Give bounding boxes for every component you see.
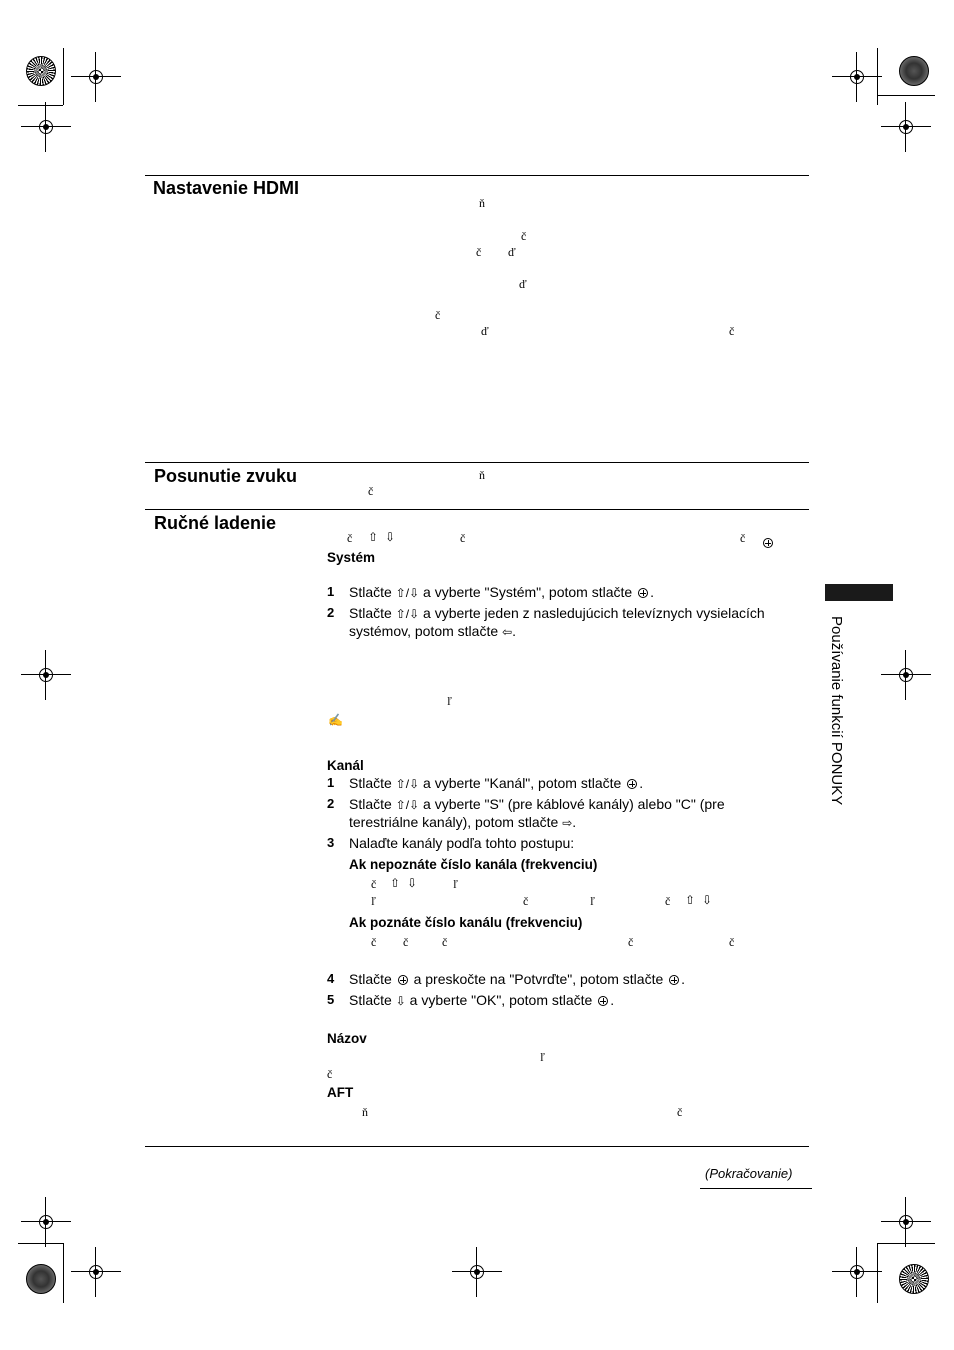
channel-step-number: 2	[327, 796, 335, 811]
system-step-2-line2: systémov, potom stlačte ⇦.	[349, 623, 516, 639]
crop-mark	[63, 1243, 64, 1303]
crop-mark	[18, 1243, 63, 1244]
continued-label: (Pokračovanie)	[705, 1166, 793, 1181]
up-arrow-icon: ⇧	[390, 876, 401, 890]
divider-sound	[145, 462, 809, 463]
side-tab-marker	[825, 584, 893, 601]
hdmi-fragment: ď	[508, 245, 516, 259]
side-tab-title: Používanie funkcií PONUKY	[828, 616, 845, 806]
unknown-channel-heading: Ak nepoznáte číslo kanála (frekvenciu)	[349, 857, 598, 872]
divider-bottom	[145, 1146, 809, 1147]
registration-mark-icon	[85, 66, 107, 88]
hdmi-heading: Nastavenie HDMI	[153, 178, 300, 198]
hdmi-fragment: č	[476, 245, 482, 259]
channel-heading: Kanál	[327, 758, 364, 773]
crop-mark	[877, 95, 935, 96]
channel-fragment: č	[371, 935, 377, 949]
registration-mark-icon	[85, 1261, 107, 1283]
star-target-icon	[899, 1264, 929, 1294]
crop-mark	[877, 1243, 878, 1303]
tuning-fragment: č	[347, 531, 353, 545]
divider-top	[145, 175, 809, 176]
name-heading: Názov	[327, 1031, 367, 1046]
down-arrow-icon: ⇩	[385, 530, 396, 544]
channel-step-1: Stlačte ⇧/⇩ a vyberte "Kanál", potom stlačte .	[349, 775, 644, 791]
up-down-arrow-icon: ⇧/⇩	[395, 586, 420, 600]
channel-fragment: č	[442, 935, 448, 949]
color-target-icon	[26, 1264, 56, 1294]
channel-fragment: ľ	[590, 894, 595, 908]
channel-fragment: č	[371, 877, 377, 891]
up-arrow-icon: ⇧	[685, 893, 696, 907]
crop-mark	[877, 1243, 935, 1244]
up-down-arrow-icon: ⇧/⇩	[395, 798, 420, 812]
aft-heading: AFT	[327, 1085, 354, 1100]
star-target-icon	[26, 56, 56, 86]
hdmi-fragment: ď	[481, 324, 489, 338]
manual-tuning-heading: Ručné ladenie	[154, 513, 277, 533]
sound-shift-heading: Posunutie zvuku	[154, 466, 298, 486]
enter-icon	[598, 996, 608, 1006]
tuning-fragment: č	[460, 531, 466, 545]
enter-icon	[638, 588, 648, 598]
right-arrow-icon: ⇨	[562, 816, 573, 830]
up-arrow-icon: ⇧	[368, 530, 379, 544]
crop-mark	[18, 105, 63, 106]
channel-fragment: č	[665, 894, 671, 908]
system-step-2: Stlačte ⇧/⇩ a vyberte jeden z nasledujúcich televíznych vysielacích	[349, 605, 765, 621]
enter-icon	[761, 534, 775, 552]
registration-mark-icon	[846, 66, 868, 88]
name-fragment: č	[327, 1067, 333, 1081]
channel-step-number: 4	[327, 971, 335, 986]
known-channel-heading: Ak poznáte číslo kanálu (frekvenciu)	[349, 915, 583, 930]
divider-footer	[700, 1188, 812, 1189]
system-step-1: Stlačte ⇧/⇩ a vyberte "Systém", potom stlačte .	[349, 584, 654, 600]
system-step-number: 1	[327, 584, 335, 599]
tuning-fragment: č	[740, 531, 746, 545]
color-target-icon	[899, 56, 929, 86]
up-down-arrow-icon: ⇧/⇩	[395, 607, 420, 621]
channel-fragment: ľ	[371, 894, 376, 908]
name-fragment: ľ	[540, 1050, 545, 1064]
hdmi-fragment: ň	[479, 196, 485, 210]
enter-icon	[627, 779, 637, 789]
channel-step-5: Stlačte ⇩ a vyberte "OK", potom stlačte .	[349, 992, 615, 1008]
channel-step-3: Nalaďte kanály podľa tohto postupu:	[349, 835, 575, 851]
down-arrow-icon: ⇩	[407, 876, 418, 890]
crop-mark	[63, 48, 64, 105]
up-down-arrow-icon: ⇧/⇩	[395, 777, 420, 791]
channel-fragment: č	[523, 894, 529, 908]
registration-mark-icon	[895, 664, 917, 686]
channel-step-4: Stlačte a preskočte na "Potvrďte", potom stlačte .	[349, 971, 686, 987]
registration-mark-icon	[35, 664, 57, 686]
registration-mark-icon	[846, 1261, 868, 1283]
channel-step-number: 1	[327, 775, 335, 790]
registration-mark-icon	[35, 1211, 57, 1233]
channel-step-2: Stlačte ⇧/⇩ a vyberte "S" (pre káblové kanály) alebo "C" (pre	[349, 796, 725, 812]
channel-step-number: 3	[327, 835, 335, 850]
aft-fragment: č	[677, 1105, 683, 1119]
channel-fragment: č	[628, 935, 634, 949]
system-heading: Systém	[327, 550, 376, 565]
channel-step-2-line2: terestriálne kanály), potom stlačte ⇨.	[349, 814, 577, 830]
hdmi-fragment: č	[521, 229, 527, 243]
enter-icon	[669, 975, 679, 985]
channel-fragment: č	[403, 935, 409, 949]
system-step-number: 2	[327, 605, 335, 620]
aft-fragment: ň	[362, 1105, 368, 1119]
system-fragment: ľ	[447, 694, 452, 708]
enter-icon	[398, 975, 408, 985]
registration-mark-icon	[895, 1211, 917, 1233]
down-arrow-icon: ⇩	[702, 893, 713, 907]
divider-tuning	[145, 509, 809, 510]
note-icon: ✍	[328, 713, 343, 727]
channel-fragment: ľ	[453, 877, 458, 891]
left-arrow-icon: ⇦	[502, 625, 513, 639]
hdmi-fragment: ď	[519, 277, 527, 291]
hdmi-fragment: č	[435, 308, 441, 322]
channel-fragment: č	[729, 935, 735, 949]
registration-mark-icon	[895, 116, 917, 138]
sound-fragment: č	[368, 484, 374, 498]
registration-mark-icon	[466, 1261, 488, 1283]
down-arrow-icon: ⇩	[395, 994, 406, 1008]
registration-mark-icon	[35, 116, 57, 138]
hdmi-fragment: č	[729, 324, 735, 338]
channel-step-number: 5	[327, 992, 335, 1007]
sound-fragment: ň	[479, 468, 485, 482]
